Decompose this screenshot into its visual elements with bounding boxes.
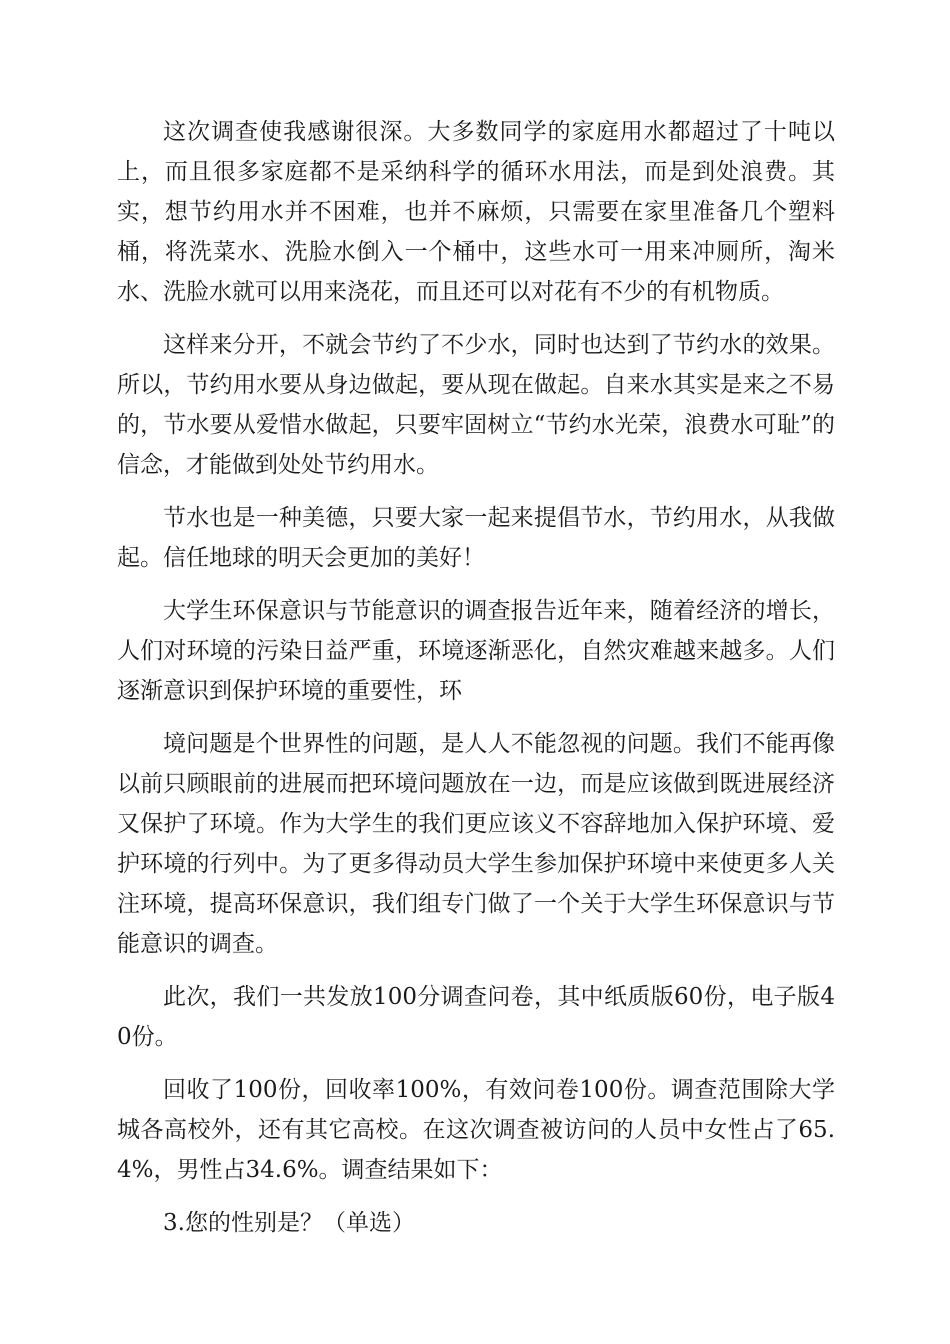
paragraph-survey-report-intro: 大学生环保意识与节能意识的调查报告近年来，随着经济的增长，人们对环境的污染日益严重，环境逐渐恶化，自然灾难越来越多。人们逐渐意识到保护环境的重要性，环	[117, 598, 835, 704]
document-body	[117, 112, 835, 1256]
paragraph-questionnaire-recovery: 回收了100份，回收率100%，有效问卷100份。调查范围除大学城各高校外，还有其它高校。在这次调查被访问的人员中女性占了65.4%，男性占34.6%。调查结果如下：	[117, 1077, 835, 1183]
paragraph-water-survey-reflection: 这次调查使我感谢很深。大多数同学的家庭用水都超过了十吨以上，而且很多家庭都不是采纳科学的循环水用法，而是到处浪费。其实，想节约用水并不困难，也并不麻烦，只需要在家里准备几个塑料桶，将洗菜水、洗脸水倒入一个桶中，这些水可一用来冲厕所，淘米水、洗脸水就可以用来浇花，而且还可以对花有不少的有机物质。	[117, 119, 835, 305]
paragraph-environment-problem: 境问题是个世界性的问题，是人人不能忽视的问题。我们不能再像以前只顾眼前的进展而把环境问题放在一边，而是应该做到既进展经济又保护了环境。作为大学生的我们更应该义不容辞地加入保护环境、爱护环境的行列中。为了更多得动员大学生参加保护环境中来使更多人关注环境，提高环保意识，我们组专门做了一个关于大学生环保意识与节能意识的调查。	[117, 731, 835, 957]
paragraph-water-saving-virtue: 节水也是一种美德，只要大家一起来提倡节水，节约用水，从我做起。信任地球的明天会更加的美好！	[117, 505, 835, 571]
paragraph-question-gender: 3.您的性别是？（单选）	[163, 1210, 415, 1236]
paragraph-questionnaire-distribution: 此次，我们一共发放100分调查问卷，其中纸质版60份，电子版40份。	[117, 984, 835, 1050]
paragraph-water-saving-habits: 这样来分开，不就会节约了不少水，同时也达到了节约水的效果。所以，节约用水要从身边做起，要从现在做起。自来水其实是来之不易的，节水要从爱惜水做起，只要牢固树立“节约水光荣，浪费水可耻”的信念，才能做到处处节约用水。	[117, 332, 835, 478]
